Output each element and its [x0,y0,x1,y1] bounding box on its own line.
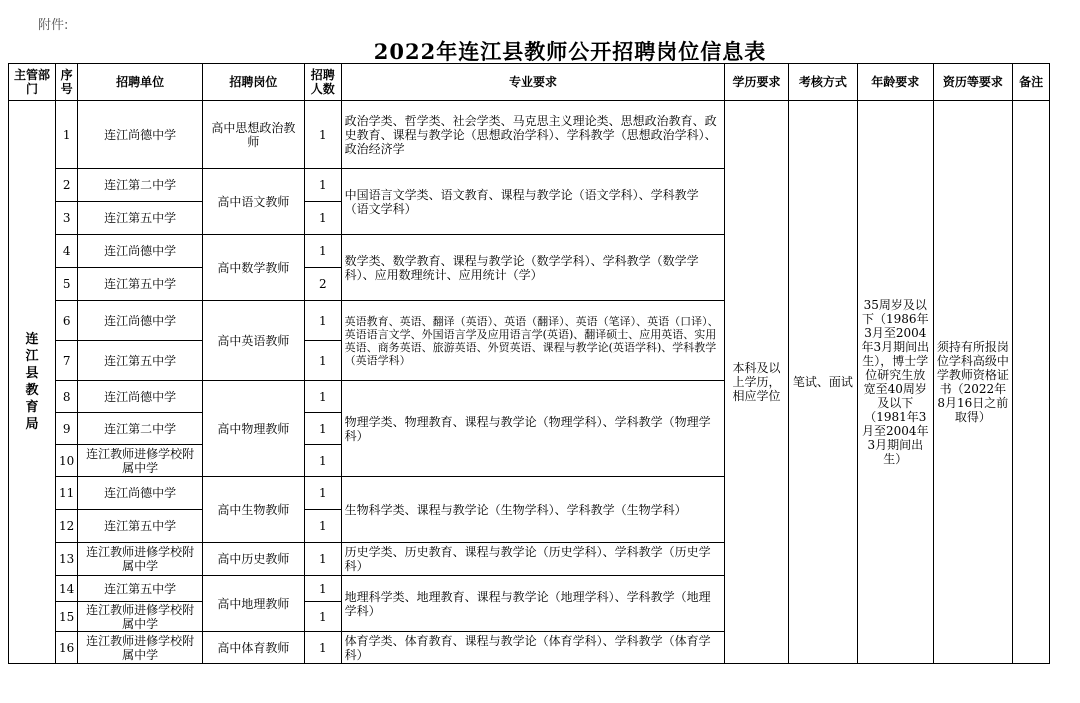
seq-cell: 2 [55,169,77,202]
header-dept: 主管部门 [9,64,56,101]
count-cell: 1 [304,169,341,202]
count-cell: 1 [304,301,341,341]
major-cell: 数学类、数学教育、课程与教学论（数学学科）、学科教学（数学学科）、应用数理统计、应用统计（学） [341,235,725,301]
table-row [9,101,1050,169]
header-count: 招聘人数 [304,64,341,101]
post-cell: 高中思想政治教师 [202,101,304,169]
major-cell: 历史学类、历史教育、课程与教学论（历史学科）、学科教学（历史学科） [341,543,725,576]
post-cell: 高中语文教师 [202,169,304,235]
seq-cell: 6 [55,301,77,341]
qual-cell: 须持有所报岗位学科高级中学教师资格证书（2022年8月16日之前取得） [933,101,1013,664]
unit-cell: 连江第五中学 [78,341,203,381]
seq-cell: 14 [55,576,77,602]
unit-cell: 连江第二中学 [78,169,203,202]
unit-cell: 连江尚德中学 [78,235,203,268]
seq-cell: 5 [55,268,77,301]
seq-cell: 8 [55,381,77,413]
unit-cell: 连江第五中学 [78,268,203,301]
major-cell: 中国语言文学类、语文教育、课程与教学论（语文学科）、学科教学（语文学科） [341,169,725,235]
unit-cell: 连江尚德中学 [78,101,203,169]
count-cell: 2 [304,268,341,301]
post-cell: 高中英语教师 [202,301,304,381]
seq-cell: 4 [55,235,77,268]
recruitment-table [8,63,1050,664]
count-cell: 1 [304,543,341,576]
seq-cell: 13 [55,543,77,576]
attachment-label: 附件: [38,18,69,33]
major-cell: 生物科学类、课程与教学论（生物学科）、学科教学（生物学科） [341,477,725,543]
major-cell: 体育学类、体育教育、课程与教学论（体育学科）、学科教学（体育学科） [341,632,725,664]
seq-cell: 7 [55,341,77,381]
count-cell: 1 [304,341,341,381]
seq-cell: 3 [55,202,77,235]
header-unit: 招聘单位 [78,64,203,101]
header-qual: 资历等要求 [933,64,1013,101]
unit-cell: 连江尚德中学 [78,301,203,341]
seq-cell: 16 [55,632,77,664]
major-cell: 物理学类、物理教育、课程与教学论（物理学科）、学科教学（物理学科） [341,381,725,477]
seq-cell: 15 [55,602,77,632]
post-cell: 高中数学教师 [202,235,304,301]
header-seq: 序号 [55,64,77,101]
header-note: 备注 [1013,64,1050,101]
header-exam: 考核方式 [788,64,857,101]
count-cell: 1 [304,445,341,477]
dept-name: 连江县教育局 [25,332,39,432]
count-cell: 1 [304,477,341,510]
major-cell: 政治学类、哲学类、社会学类、马克思主义理论类、思想政治教育、政史教育、课程与教学论（思想政治学科）、学科教学（思想政治学科）、政治经济学 [341,101,725,169]
unit-cell: 连江教师进修学校附属中学 [78,445,203,477]
seq-cell: 10 [55,445,77,477]
unit-cell: 连江第五中学 [78,510,203,543]
header-row [9,64,1050,101]
count-cell: 1 [304,632,341,664]
header-major: 专业要求 [341,64,725,101]
post-cell: 高中物理教师 [202,381,304,477]
major-cell: 英语教育、英语、翻译（英语）、英语（翻译）、英语（笔译）、英语（口译）、英语语言文学、外国语言学及应用语言学(英语)、翻译硕士、应用英语、实用英语、商务英语、旅游英语、外贸英语、课程与教学论(英语学科)、学科教学（英语学科） [341,301,725,381]
major-cell: 地理科学类、地理教育、课程与教学论（地理学科）、学科教学（地理学科） [341,576,725,632]
post-cell: 高中生物教师 [202,477,304,543]
unit-cell: 连江尚德中学 [78,381,203,413]
count-cell: 1 [304,576,341,602]
count-cell: 1 [304,381,341,413]
count-cell: 1 [304,413,341,445]
header-post: 招聘岗位 [202,64,304,101]
post-cell: 高中历史教师 [202,543,304,576]
unit-cell: 连江第五中学 [78,202,203,235]
page-title: 2022年连江县教师公开招聘岗位信息表 [373,39,767,64]
unit-cell: 连江尚德中学 [78,477,203,510]
header-age: 年龄要求 [858,64,934,101]
count-cell: 1 [304,602,341,632]
count-cell: 1 [304,235,341,268]
unit-cell: 连江教师进修学校附属中学 [78,632,203,664]
seq-cell: 12 [55,510,77,543]
unit-cell: 连江第五中学 [78,576,203,602]
exam-cell: 笔试、面试 [788,101,857,664]
seq-cell: 9 [55,413,77,445]
edu-cell: 本科及以上学历，相应学位 [725,101,788,664]
dept-cell [9,101,56,664]
seq-cell: 11 [55,477,77,510]
post-cell: 高中地理教师 [202,576,304,632]
post-cell: 高中体育教师 [202,632,304,664]
unit-cell: 连江教师进修学校附属中学 [78,602,203,632]
header-edu: 学历要求 [725,64,788,101]
unit-cell: 连江教师进修学校附属中学 [78,543,203,576]
count-cell: 1 [304,202,341,235]
unit-cell: 连江第二中学 [78,413,203,445]
count-cell: 1 [304,101,341,169]
count-cell: 1 [304,510,341,543]
age-cell: 35周岁及以下（1986年3月至2004年3月期间出生），博士学位研究生放宽至40周岁及以下（1981年3月至2004年3月期间出生） [858,101,934,664]
note-cell [1013,101,1050,664]
seq-cell: 1 [55,101,77,169]
